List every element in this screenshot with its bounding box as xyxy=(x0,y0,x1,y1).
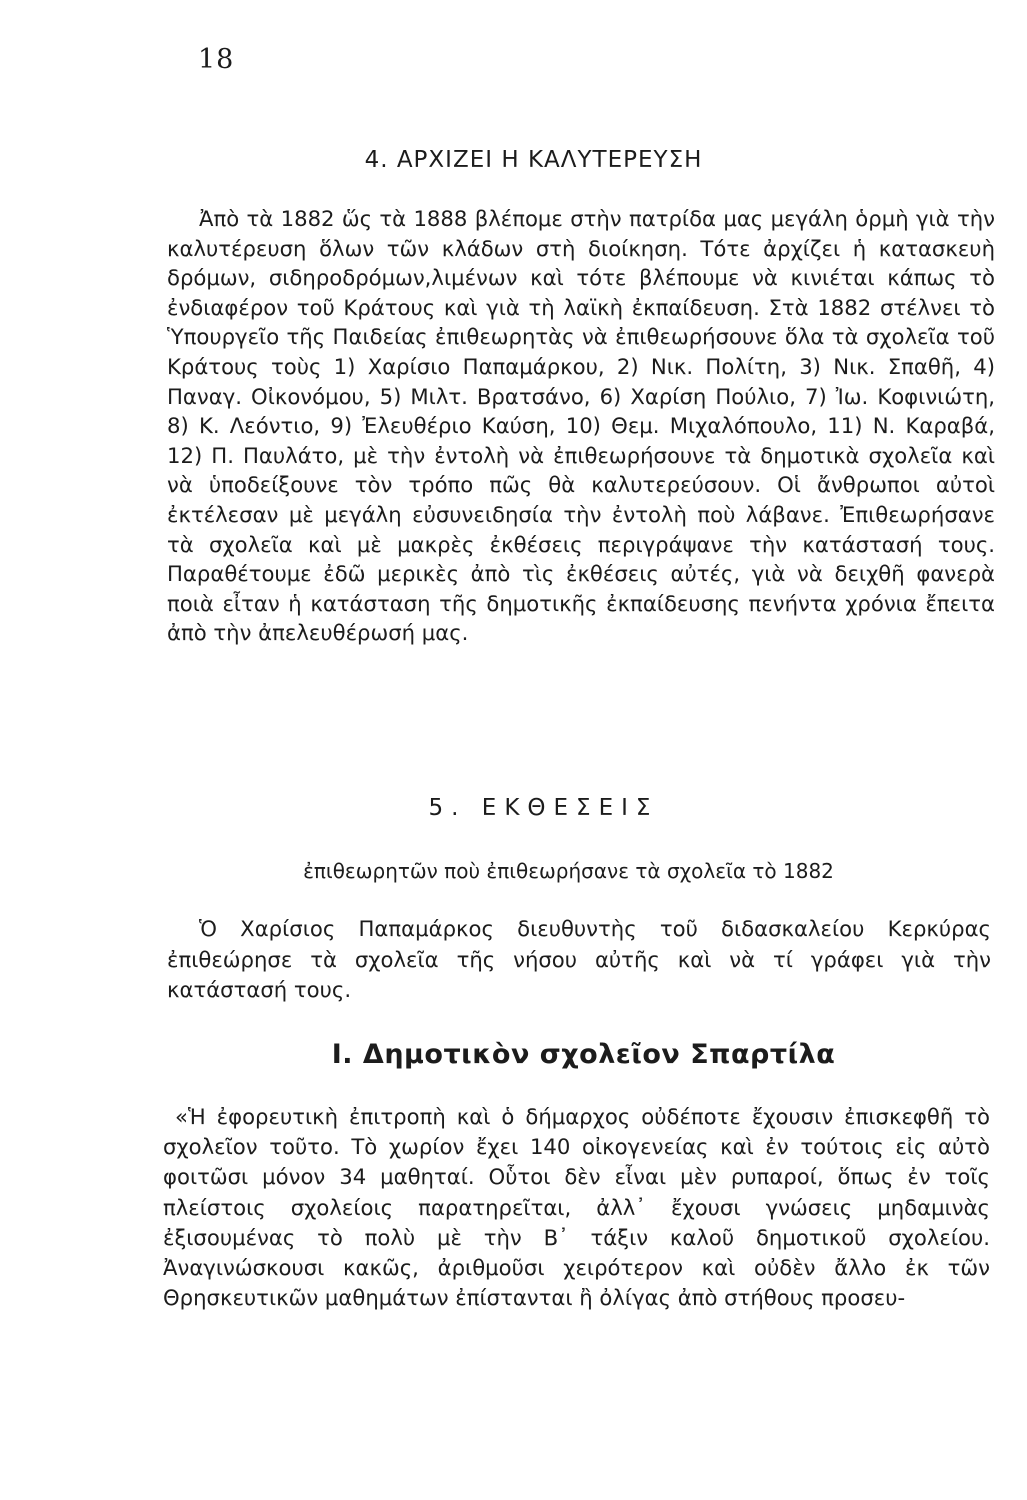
school-quote-paragraph: «Ἡ ἐφορευτικὴ ἐπιτροπὴ καὶ ὁ δήμαρχος οὐδέποτε ἔχουσιν ἐπισκεφθῆ τὸ σχολεῖον τοῦτο. Τὸ χωρίον ἔχει 140 οἰκογενείας καὶ ἐν τούτοις εἰς αὐτὸ φοιτῶσι μόνον 34 μαθηταί. Οὗτοι δὲν εἶναι μὲν ρυπαροί, ὅπως ἐν τοῖς πλείστοις σχολείοις παρατηρεῖται, ἀλλ᾽ ἔχουσι γνώσεις μηδαμινὰς ἐξισουμένας τὸ πολὺ μὲ τὴν Β᾽ τάξιν καλοῦ δημοτικοῦ σχολείου. Ἀναγινώσκουσι κακῶς, ἀριθμοῦσι χειρότερον καὶ οὐδὲν ἄλλο ἐκ τῶν Θρησκευτικῶν μαθημάτων ἐπίστανται ἢ ὀλίγας ἀπὸ στήθους προσευ- xyxy=(163,1104,990,1311)
page-number: 18 xyxy=(198,44,235,75)
section-4-paragraph: Ἀπὸ τὰ 1882 ὥς τὰ 1888 βλέπομε στὴν πατρίδα μας μεγάλη ὁρμὴ γιὰ τὴν καλυτέρευση ὅλων τῶν κλάδων στὴ διοίκηση. Τότε ἀρχίζει ἡ κατασκευὴ δρόμων, σιδηροδρόμων,λιμένων καὶ τότε βλέπουμε νὰ κινιέται κάπως τὸ ἐνδιαφέρον τοῦ Κράτους καὶ γιὰ τὴ λαϊκὴ ἐκπαίδευση. Στὰ 1882 στέλνει τὸ Ὑπουργεῖο τῆς Παιδείας ἐπιθεωρητὰς νὰ ἐπιθεωρήσουνε ὅλα τὰ σχολεῖα τοῦ Κράτους τοὺς 1) Χαρίσιο Παπαμάρκου, 2) Νικ. Πολίτη, 3) Νικ. Σπαθῆ, 4) Παναγ. Οἰκονόμου, 5) Μιλτ. Βρατσάνο, 6) Χαρίση Πούλιο, 7) Ἰω. Κοφινιώτη, 8) Κ. Λεόντιο, 9) Ἐλευθέριο Καύση, 10) Θεμ. Μιχαλόπουλο, 11) Ν. Καραβά, 12) Π. Παυλάτο, μὲ τὴν ἐντολὴ νὰ ἐπιθεωρήσουνε τὰ δημοτικὰ σχολεῖα καὶ νὰ ὑποδείξουνε τὸν τρόπο πῶς θὰ καλυτερεύσουν. Οἱ ἄνθρωποι αὐτοὶ ἐκτέλεσαν μὲ μεγάλη εὐσυνειδησία τὴν ἐντολὴ ποὺ λάβανε. Ἐπιθεωρήσανε τὰ σχολεῖα καὶ μὲ μακρὲς ἐκθέσεις περιγράψανε τὴν κατάστασή τους. Παραθέτουμε ἐδῶ μερικὲς ἀπὸ τὶς ἐκθέσεις αὐτές, γιὰ νὰ δειχθῆ φανερὰ ποιὰ εἶταν ἡ κατάσταση τῆς δημοτικῆς ἐκπαίδευσης πενήντα χρόνια ἔπειτα ἀπὸ τὴν ἀπελευθέρωσή μας. xyxy=(167,206,995,646)
section-4-heading: 4. ΑΡΧΙΖΕΙ Η ΚΑΛΥΤΕΡΕΥΣΗ xyxy=(364,147,703,173)
section-5-heading: 5. ΕΚΘΕΣΕΙΣ xyxy=(428,795,659,821)
school-title: Ι. Δημοτικὸν σχολεῖον Σπαρτίλα xyxy=(331,1039,836,1070)
section-5-paragraph: Ὁ Χαρίσιος Παπαμάρκος διευθυντὴς τοῦ διδασκαλείου Κερκύρας ἐπιθεώρησε τὰ σχολεῖα τῆς νήσου αὐτῆς καὶ νὰ τί γράφει γιὰ τὴν κατάστασή τους. xyxy=(167,916,991,1002)
section-5-subheading: ἐπιθεωρητῶν ποὺ ἐπιθεωρήσανε τὰ σχολεῖα τὸ 1882 xyxy=(303,859,834,883)
